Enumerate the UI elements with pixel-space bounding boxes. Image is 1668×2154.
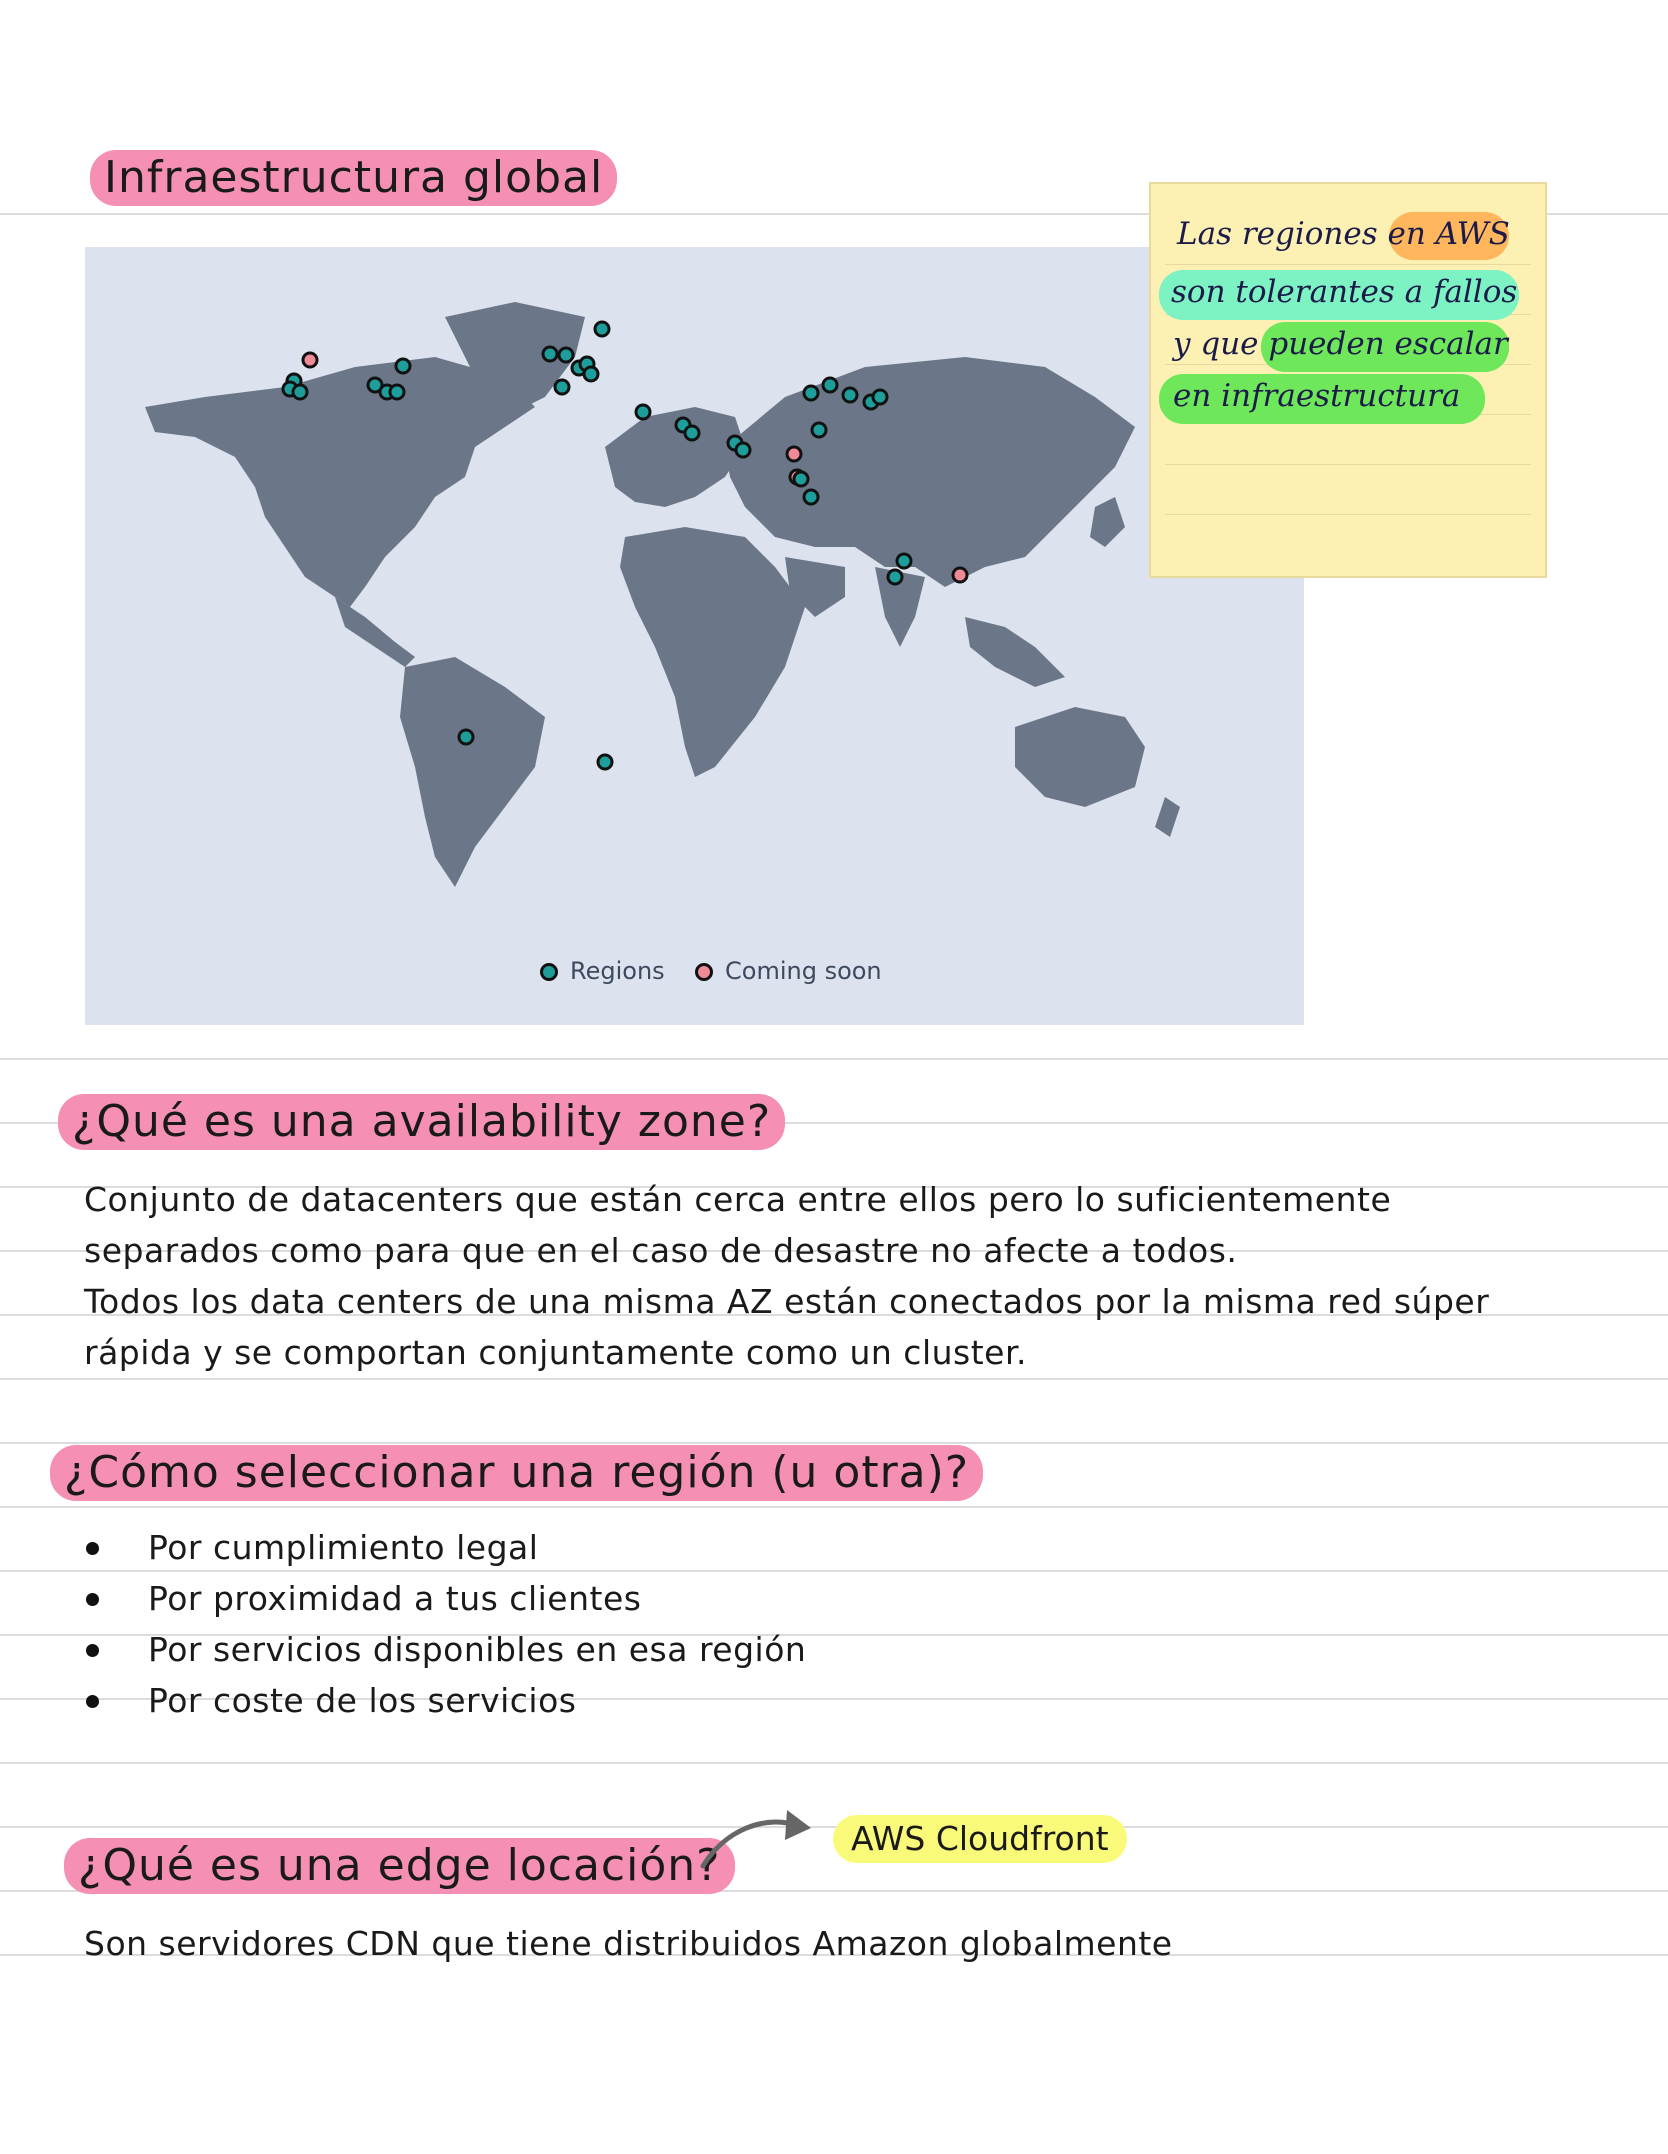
bullet-dot <box>86 1644 99 1657</box>
list-item-text: Por coste de los servicios <box>148 1681 577 1720</box>
sticky-note <box>1149 182 1547 578</box>
region-marker <box>390 385 404 399</box>
region-marker <box>794 472 808 486</box>
heading-availability-zone: ¿Qué es una availability zone? <box>58 1094 785 1150</box>
sticky-line-1: Las regiones en AWS <box>1177 216 1510 252</box>
sticky-line-2: son tolerantes a fallos <box>1171 274 1518 310</box>
list-item <box>84 1522 806 1573</box>
region-criteria-list <box>84 1522 806 1726</box>
europe-shape <box>605 407 745 507</box>
region-marker <box>543 347 557 361</box>
legend-regions <box>540 957 665 985</box>
heading-edge-location: ¿Qué es una edge locación? <box>64 1838 735 1894</box>
south-america-shape <box>400 657 545 887</box>
region-marker <box>843 388 857 402</box>
region-marker <box>897 554 911 568</box>
region-marker <box>555 380 569 394</box>
legend-coming-soon <box>695 957 882 985</box>
region-marker <box>888 570 902 584</box>
bullet-dot <box>86 1593 99 1606</box>
az-line-3: Todos los data centers de una misma AZ están conectados por la misma red súper <box>84 1282 1490 1321</box>
bullet-dot <box>86 1695 99 1708</box>
region-marker <box>736 443 750 457</box>
region-marker <box>953 568 967 582</box>
heading-seleccionar-region: ¿Cómo seleccionar una región (u otra)? <box>50 1445 983 1501</box>
region-marker <box>595 322 609 336</box>
list-item-text: Por proximidad a tus clientes <box>148 1579 642 1618</box>
australia-shape <box>1015 707 1145 807</box>
world-map <box>85 247 1304 1025</box>
region-marker <box>293 385 307 399</box>
legend-dot-region <box>540 963 558 981</box>
list-item <box>84 1624 806 1675</box>
heading-infraestructura-global: Infraestructura global <box>90 150 617 206</box>
list-item <box>84 1675 806 1726</box>
japan-shape <box>1090 497 1125 547</box>
region-marker <box>812 423 826 437</box>
region-marker <box>636 405 650 419</box>
list-item-text: Por cumplimiento legal <box>148 1528 539 1567</box>
list-item <box>84 1573 806 1624</box>
arrow-icon <box>695 1800 825 1880</box>
az-line-2: separados como para que en el caso de desastre no afecte a todos. <box>84 1231 1238 1270</box>
southeast-asia-shape <box>965 617 1065 687</box>
region-marker <box>823 378 837 392</box>
region-marker <box>873 390 887 404</box>
sticky-line-4: en infraestructura <box>1173 378 1461 414</box>
region-marker <box>584 367 598 381</box>
legend-dot-coming-soon <box>695 963 713 981</box>
north-america-shape <box>145 357 535 607</box>
region-marker <box>303 353 317 367</box>
az-line-4: rápida y se comportan conjuntamente como un cluster. <box>84 1333 1027 1372</box>
aws-cloudfront-tag: AWS Cloudfront <box>833 1815 1127 1863</box>
region-marker <box>804 490 818 504</box>
sticky-line-3: y que pueden escalar <box>1173 326 1508 362</box>
region-marker <box>396 359 410 373</box>
world-map-card <box>85 247 1304 1025</box>
africa-shape <box>620 527 805 777</box>
legend-label-coming-soon: Coming soon <box>725 957 882 985</box>
bullet-dot <box>86 1542 99 1555</box>
region-marker <box>598 755 612 769</box>
edge-description: Son servidores CDN que tiene distribuidos Amazon globalmente <box>84 1924 1173 1963</box>
new-zealand-shape <box>1155 797 1180 837</box>
region-marker <box>459 730 473 744</box>
region-marker <box>787 447 801 461</box>
region-marker <box>559 348 573 362</box>
legend-label-regions: Regions <box>570 957 665 985</box>
region-marker <box>804 386 818 400</box>
central-america-shape <box>335 597 415 667</box>
list-item-text: Por servicios disponibles en esa región <box>148 1630 807 1669</box>
region-marker <box>685 426 699 440</box>
asia-shape <box>725 357 1135 587</box>
az-line-1: Conjunto de datacenters que están cerca entre ellos pero lo suficientemente <box>84 1180 1392 1219</box>
